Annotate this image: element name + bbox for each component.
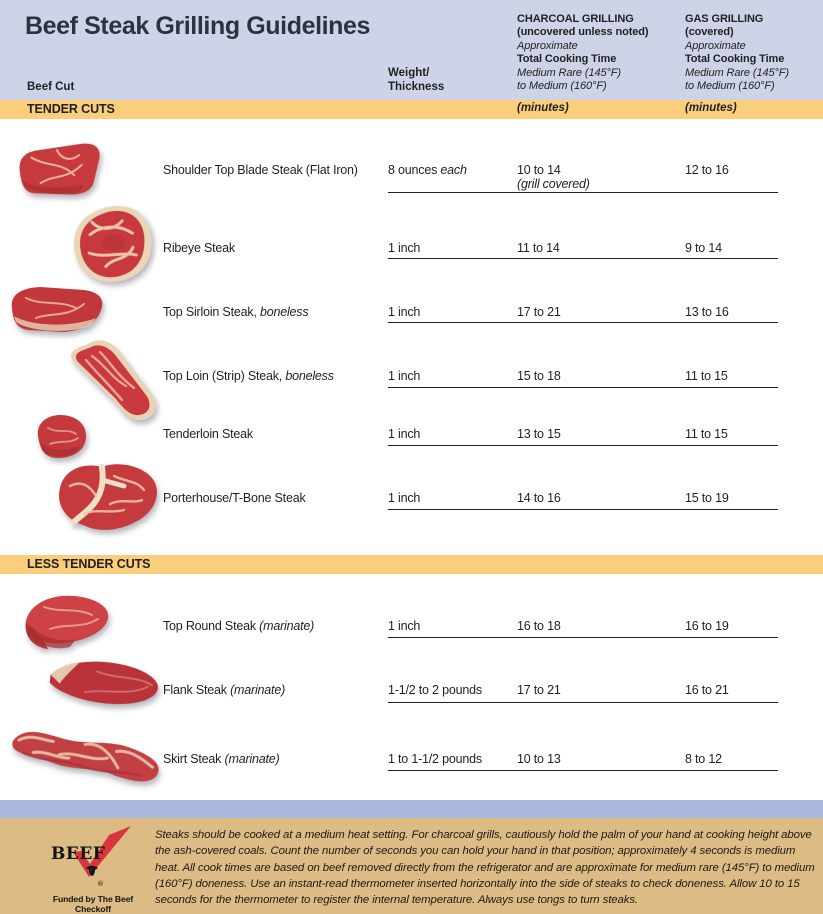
- row-name: Top Round Steak (marinate): [163, 619, 315, 633]
- row-weight: 1 inch: [388, 491, 421, 505]
- row-divider: [388, 192, 778, 193]
- footer: [0, 818, 823, 914]
- header: [0, 0, 823, 100]
- row-gas-time: 16 to 19: [685, 619, 729, 633]
- row-divider: [388, 702, 778, 703]
- row-name: Shoulder Top Blade Steak (Flat Iron): [163, 163, 358, 177]
- row-charcoal-time: 13 to 15: [517, 427, 561, 441]
- column-header-weight-thickness: Weight/ Thickness: [388, 67, 445, 93]
- row-name: Top Sirloin Steak, boneless: [163, 305, 309, 319]
- row-charcoal-time: 15 to 18: [517, 369, 561, 383]
- row-name: Ribeye Steak: [163, 241, 235, 255]
- row-divider: [388, 770, 778, 771]
- row-name: Porterhouse/T-Bone Steak: [163, 491, 306, 505]
- row-charcoal-time: 11 to 14: [517, 241, 560, 255]
- footer-instructions: Steaks should be cooked at a medium heat setting. For charcoal grills, cautiously hold the palm of your hand at cooking height above the ash-covered coals. Count the number of seconds you can hold your hand in that position; approximately 4 seconds is medium heat. All cook times are based on beef removed directly from the refrigerator and are approximate for medium rare (145°F) to medium (160°F) doneness. Use an instant-read thermometer inserted horizontally into the side of steaks to check doneness. Allow 10 to 15 seconds for the thermometer to register the internal temperature. Always use tongs to turn steaks.: [155, 829, 815, 907]
- row-weight: 1 to 1-1/2 pounds: [388, 752, 482, 766]
- column-header-gas-grilling: GAS GRILLING (covered) Approximate Total Cooking Time Medium Rare (145°F) to Medium (160°F): [685, 13, 789, 93]
- row-charcoal-time: 17 to 21: [517, 683, 561, 697]
- row-divider: [388, 509, 778, 510]
- row-charcoal-time: 17 to 21: [517, 305, 561, 319]
- row-gas-time: 8 to 12: [685, 752, 722, 766]
- row-gas-time: 15 to 19: [685, 491, 729, 505]
- row-charcoal-time: 10 to 14 (grill covered): [517, 163, 590, 191]
- row-charcoal-time: 14 to 16: [517, 491, 561, 505]
- row-name: Top Loin (Strip) Steak, boneless: [163, 369, 334, 383]
- row-divider: [388, 637, 778, 638]
- column-header-beef-cut: Beef Cut: [27, 81, 75, 93]
- row-name: Tenderloin Steak: [163, 427, 253, 441]
- funded-by-text: Funded by The Beef Checkoff: [52, 894, 134, 914]
- row-divider: [388, 445, 778, 446]
- row-name: Flank Steak (marinate): [163, 683, 286, 697]
- row-weight: 1 inch: [388, 619, 421, 633]
- svg-text:®: ®: [97, 880, 104, 888]
- top-sirloin-steak-image: [0, 278, 110, 342]
- row-gas-time: 9 to 14: [685, 241, 722, 255]
- section-label: LESS TENDER CUTS: [27, 557, 151, 571]
- row-weight: 1 inch: [388, 427, 421, 441]
- row-divider: [388, 322, 778, 323]
- column-header-charcoal-grilling: CHARCOAL GRILLING (uncovered unless noted) Approximate Total Cooking Time Medium Rare (145°F) to Medium (160°F): [517, 13, 649, 93]
- row-charcoal-time: 10 to 13: [517, 752, 561, 766]
- row-gas-time: 13 to 16: [685, 305, 729, 319]
- row-weight: 1-1/2 to 2 pounds: [388, 683, 482, 697]
- row-weight: 8 ounces each: [388, 163, 467, 177]
- beef-checkoff-logo: [38, 824, 148, 914]
- divider-bar: [0, 800, 823, 818]
- row-name: Skirt Steak (marinate): [163, 752, 280, 766]
- section-band-less-tender-cuts: [0, 555, 823, 574]
- row-weight: 1 inch: [388, 305, 421, 319]
- row-weight: 1 inch: [388, 369, 421, 383]
- svg-text:BEEF: BEEF: [51, 844, 106, 864]
- row-gas-time: 16 to 21: [685, 683, 729, 697]
- porterhouse-t-bone-steak-image: [40, 456, 164, 538]
- minutes-label-charcoal: (minutes): [517, 102, 569, 114]
- beef-checkoff-check-icon: [45, 824, 141, 888]
- section-band-tender-cuts: [0, 100, 823, 119]
- row-gas-time: 12 to 16: [685, 163, 729, 177]
- section-label: TENDER CUTS: [27, 102, 115, 116]
- row-divider: [388, 387, 778, 388]
- row-weight: 1 inch: [388, 241, 421, 255]
- row-charcoal-time: 16 to 18: [517, 619, 561, 633]
- minutes-label-gas: (minutes): [685, 102, 737, 114]
- row-gas-time: 11 to 15: [685, 427, 728, 441]
- row-divider: [388, 258, 778, 259]
- page-title: Beef Steak Grilling Guidelines: [25, 12, 371, 40]
- row-gas-time: 11 to 15: [685, 369, 728, 383]
- flat-iron-steak-image: [8, 135, 111, 204]
